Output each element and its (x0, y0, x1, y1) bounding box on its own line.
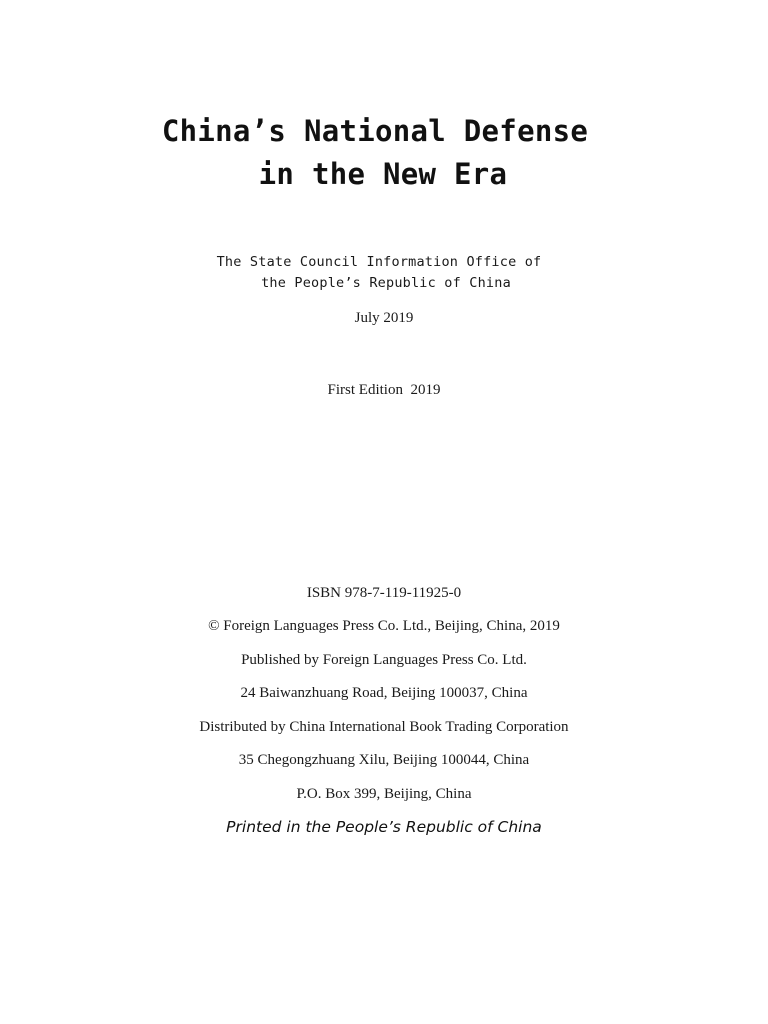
distributor-line: Distributed by China International Book Trading Corporation (199, 719, 569, 735)
document-title-line-2: in the New Era (258, 157, 508, 191)
author-line-1: The State Council Information Office of (216, 254, 542, 270)
distributor-address: 35 Chegongzhuang Xilu, Beijing 100044, China (238, 752, 530, 768)
author-line-2: the People’s Republic of China (261, 275, 511, 291)
document-title-line-1: China’s National Defense (161, 114, 589, 148)
publisher-address: 24 Baiwanzhuang Road, Beijing 100037, China (240, 685, 528, 701)
edition-statement: First Edition 2019 (327, 382, 441, 398)
po-box: P.O. Box 399, Beijing, China (296, 786, 472, 802)
publication-date: July 2019 (354, 310, 414, 326)
isbn: ISBN 978-7-119-11925-0 (306, 585, 462, 601)
publisher-line: Published by Foreign Languages Press Co. Ltd. (241, 652, 527, 668)
copyright-notice: © Foreign Languages Press Co. Ltd., Beijing, China, 2019 (208, 618, 560, 634)
printed-in-statement: Printed in the People’s Republic of China (226, 818, 542, 836)
